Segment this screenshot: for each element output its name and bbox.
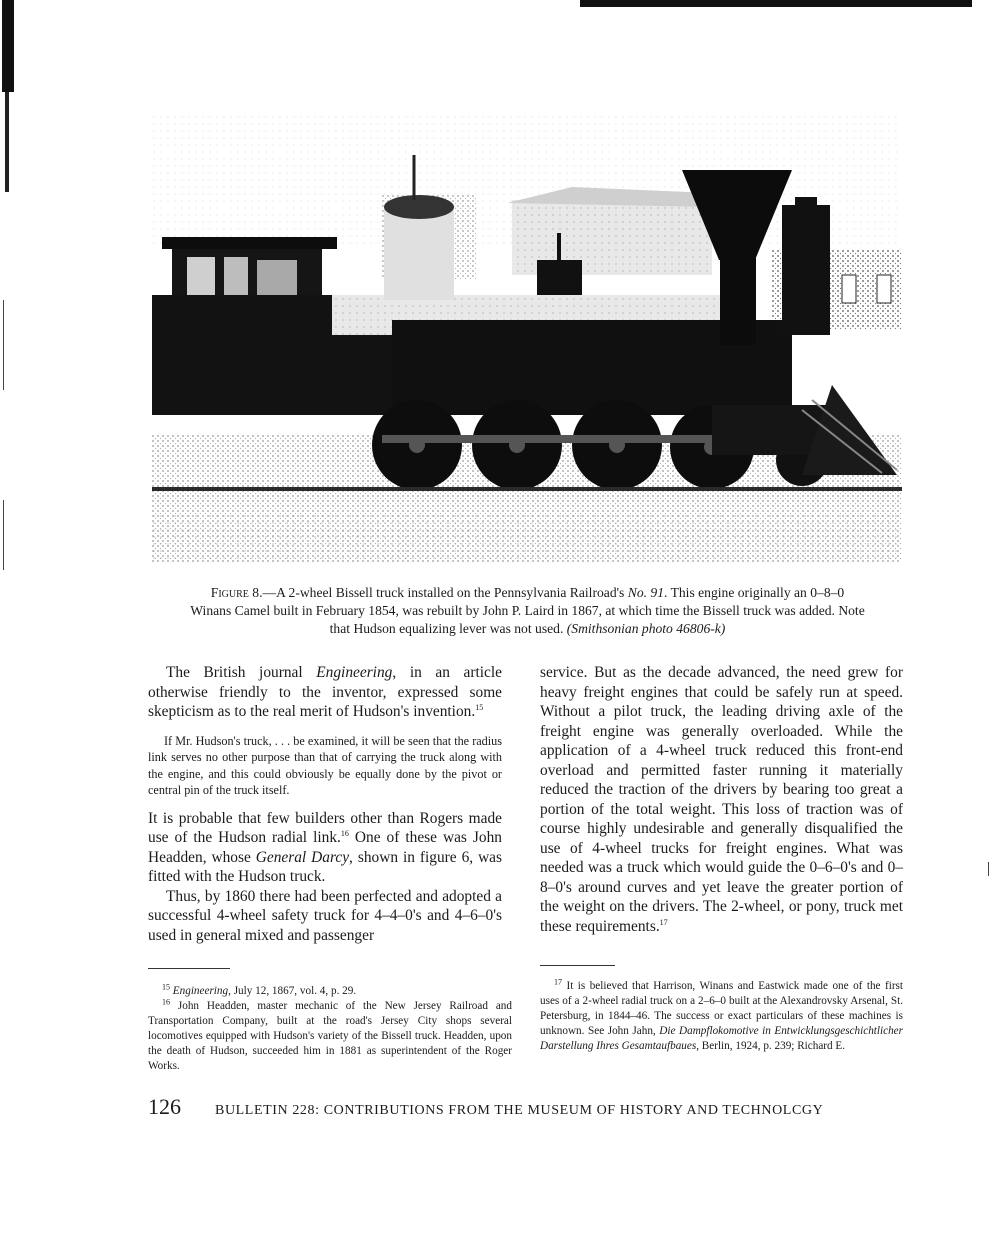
scan-edge-left-lower	[5, 92, 9, 192]
footnote	[540, 979, 903, 1054]
left-column	[148, 663, 502, 945]
scan-edge-left	[2, 0, 14, 92]
text: , July 12, 1867, vol. 4, p. 29.	[228, 985, 357, 997]
figure-label: Figure 8.	[210, 585, 263, 600]
caption-text-2: . This engine originally an 0–8–0 Winans Camel built in February 1854, was rebuilt by John P. Laird in 1867, at which time the Bissell truck was added. Note that Hudson equalizing lever was not used.	[190, 585, 865, 636]
footnote-number: 17	[554, 977, 562, 987]
footnotes-left	[148, 984, 512, 1074]
footnote-ref: 17	[659, 917, 668, 927]
block-quote: If Mr. Hudson's truck, . . . be examined, it will be seen that the radius link serves no other purpose than that of carrying the truck along with the engine, and this could obviously be equally done by the pivot or central pin of the truck itself.	[148, 733, 502, 798]
paragraph	[540, 663, 903, 936]
footnote-rule	[148, 968, 230, 969]
locomotive-photo	[152, 115, 902, 563]
text: John Headden, master mechanic of the New Jersey Railroad and Transportation Company, built at the road's Jersey City shops several locomotives equipped with Hudson's variety of the Bissell truck. Headden, upon the death of Hudson, succeeded him in 1881 as superintendent of the Roger Works.	[148, 1000, 512, 1072]
text: , shown in figure 6, was fitted with the Hudson truck.	[148, 848, 502, 886]
footnotes-right	[540, 979, 903, 1054]
engine-name: No. 91	[627, 585, 665, 600]
paragraph: Thus, by 1860 there had been perfected and adopted a successful 4-wheel safety truck for 4–4–0's and 4–6–0's used in general mixed and passenger	[148, 887, 502, 944]
footnote	[148, 984, 512, 999]
scan-edge-line	[3, 500, 4, 570]
journal-title: Engineering	[316, 664, 393, 681]
page-footer	[148, 1094, 908, 1120]
scan-edge-line	[3, 300, 4, 390]
running-title: BULLETIN 228: CONTRIBUTIONS FROM THE MUSEUM OF HISTORY AND TECHNOLCGY	[215, 1103, 824, 1118]
footnote-rule	[540, 965, 615, 966]
footnote-ref: 16	[340, 829, 349, 839]
text: , in an article otherwise friendly to the inventor, expressed some skepticism as to the real merit of Hudson's invention.	[148, 664, 502, 720]
footnote	[148, 999, 512, 1074]
photo-credit: (Smithsonian photo 46806-k)	[566, 621, 726, 636]
paragraph	[148, 663, 502, 722]
text: , Berlin, 1924, p. 239; Richard E.	[696, 1040, 846, 1052]
text: It is believed that Harrison, Winans and Eastwick made one of the first uses of a 2-wheel radial truck on a 2–6–0 built at the Alexandrovsky Arsenal, St. Petersburg, in 1844–46. The success or exact particulars of these machines is unknown. See John Jahn,	[540, 980, 904, 1037]
scan-edge-top	[580, 0, 972, 7]
footnote-number: 16	[162, 997, 170, 1007]
footnote-number: 15	[162, 982, 170, 992]
journal-title: Engineering	[172, 985, 229, 997]
engine-name: General Darcy	[255, 848, 350, 866]
footnote-ref: 15	[475, 702, 484, 712]
right-column	[540, 663, 903, 936]
book-title: Die Dampflokomotive in Entwicklungsgeschichtlicher Darstellung Ihres Gesamtaufbaues	[540, 1025, 904, 1052]
text: service. But as the decade advanced, the need grew for heavy freight engines that could be safely run at speed. Without a pilot truck, the leading driving axle of the freight engine was generally overloaded. While the application of a 4-wheel truck reduced this front-end overload and permitted faster running it materially reduced the traction of the drivers by bearing too great a portion of the total weight. This loss of traction was of course highly undesirable and generally disqualified the use of 4-wheel trucks for freight engines. What was needed was a truck which would guide the 0–6–0's and 0–8–0's around curves and yet leave the greater portion of the weight on the drivers. The 2-wheel, or pony, truck met these requirements.	[540, 664, 903, 935]
text: One of these was John Headden, whose	[148, 829, 502, 866]
caption-text: —A 2-wheel Bissell truck installed on the Pennsylvania Railroad's	[262, 585, 628, 600]
page-number: 126	[148, 1094, 181, 1119]
text: It is probable that few builders other than Rogers made use of the Hudson radial link.	[148, 809, 502, 847]
text: The British journal	[166, 664, 317, 681]
figure-caption	[190, 584, 865, 638]
scan-edge-line	[988, 862, 989, 876]
paragraph	[148, 809, 502, 887]
